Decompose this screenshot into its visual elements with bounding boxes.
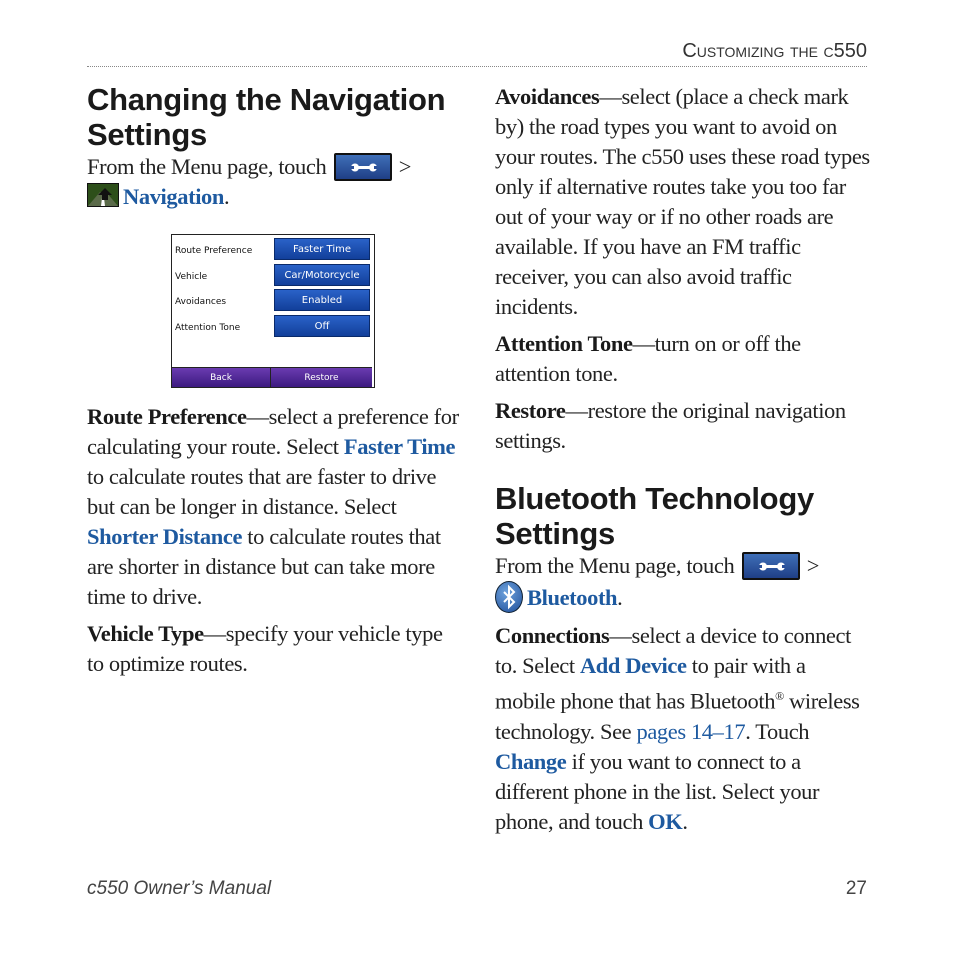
faster-time-option: Faster Time [343,434,456,459]
attention-tone-button[interactable]: Off [274,315,370,337]
navigation-link: Navigation [123,184,225,209]
back-button[interactable]: Back [172,367,271,387]
device-bottom-bar [172,367,372,387]
tools-icon [742,552,800,580]
connections-paragraph: Connections—select a device to connect to. Select Add Device to pair with a mobile phone that has Bluetooth® wireless technology. See pages 14–17. Touch Change if you want to connect to a different phone in the list. Select your phone, and touch OK. [495,623,860,834]
navigation-intro: From the Menu page, touch > Navigation. [87,154,412,209]
tools-icon [334,153,392,181]
restore-paragraph: Restore—restore the original navigation settings. [495,398,846,453]
device-row-route-preference: Route Preference Faster Time [172,238,372,262]
right-column [495,82,870,844]
running-head [87,38,867,67]
navigation-icon [87,183,119,207]
device-row-attention-tone: Attention Tone Off [172,315,372,339]
navigation-settings-screenshot [171,234,375,388]
avoidances-button[interactable]: Enabled [274,289,370,311]
device-row-vehicle: Vehicle Car/Motorcycle [172,264,372,288]
shorter-distance-option: Shorter Distance [87,524,243,549]
left-column [87,82,462,686]
route-preference-button[interactable]: Faster Time [274,238,370,260]
pages-link[interactable]: pages 14–17 [636,718,746,744]
bluetooth-icon [495,581,523,613]
vehicle-button[interactable]: Car/Motorcycle [274,264,370,286]
bluetooth-link: Bluetooth [527,585,618,610]
running-head-text: Customizing the c550 [682,40,867,62]
device-row-avoidances: Avoidances Enabled [172,289,372,313]
add-device-option: Add Device [579,653,687,678]
section-title-navigation: Changing the Navigation Settings [87,82,446,152]
ok-option: OK [648,808,683,834]
route-preference-paragraph: Route Preference—select a preference for calculating your route. Select Faster Time to calculate routes that are faster to drive but can be longer in distance. Select Shorter Distance to calculate routes that are shorter in distance but can take more time to drive. [87,404,459,609]
change-option: Change [495,748,567,774]
section-title-bluetooth: Bluetooth Technology Settings [495,481,814,551]
page-number: 27 [845,878,867,899]
restore-button[interactable]: Restore [271,367,372,387]
footer-manual-title: c550 Owner’s Manual [87,878,272,899]
avoidances-paragraph: Avoidances—select (place a check mark by) the road types you want to avoid on your routes. The c550 uses these road types only if alternative routes take you too far out of your way or if no other roads are available. If you have an FM traffic receiver, you can also avoid traffic incidents. [495,84,870,319]
vehicle-type-paragraph: Vehicle Type—specify your vehicle type to optimize routes. [87,621,443,676]
bluetooth-intro: From the Menu page, touch > Bluetooth. [495,551,870,613]
attention-tone-paragraph: Attention Tone—turn on or off the attention tone. [495,331,801,386]
